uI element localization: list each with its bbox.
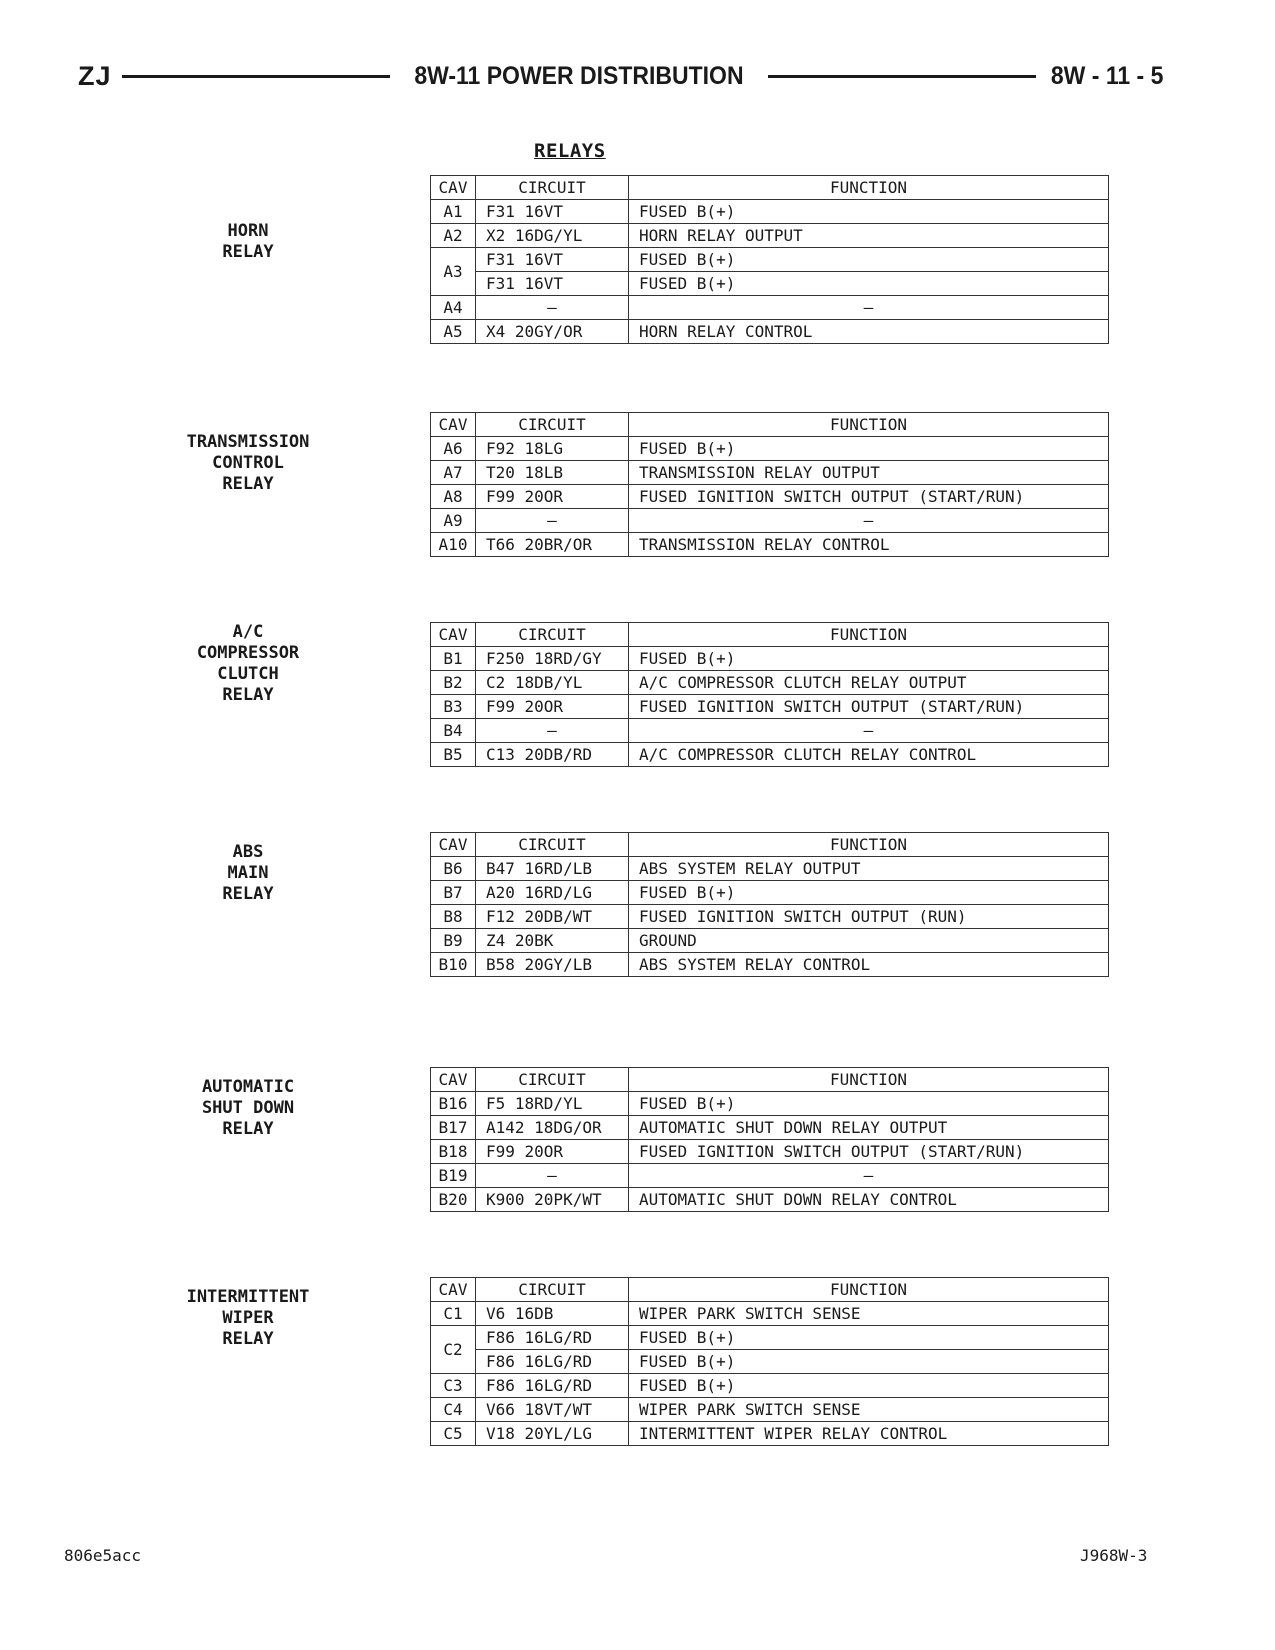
page-header <box>78 58 1168 94</box>
table-row <box>431 1116 1109 1140</box>
cav-cell: A8 <box>431 485 476 509</box>
column-header-cav: CAV <box>431 1278 476 1302</box>
table-row <box>431 1422 1109 1446</box>
table-row <box>431 647 1109 671</box>
cav-cell: B7 <box>431 881 476 905</box>
function-cell: FUSED B(+) <box>629 248 1109 272</box>
circuit-cell: F99 20OR <box>476 1140 629 1164</box>
cav-cell: A7 <box>431 461 476 485</box>
table-row <box>431 695 1109 719</box>
table-row <box>431 1398 1109 1422</box>
cav-cell: B8 <box>431 905 476 929</box>
cav-cell: B2 <box>431 671 476 695</box>
cav-cell: B18 <box>431 1140 476 1164</box>
circuit-cell: B47 16RD/LB <box>476 857 629 881</box>
relay-name-line: MAIN <box>227 863 269 883</box>
function-cell: ABS SYSTEM RELAY CONTROL <box>629 953 1109 977</box>
table-header-row <box>431 1278 1109 1302</box>
table-row <box>431 533 1109 557</box>
circuit-cell: X4 20GY/OR <box>476 320 629 344</box>
relay-name-line: WIPER <box>222 1308 274 1328</box>
circuit-cell: F92 18LG <box>476 437 629 461</box>
relay-name-line: CONTROL <box>212 453 284 473</box>
section-title: RELAYS <box>534 140 606 162</box>
function-cell: – <box>629 296 1109 320</box>
relay-name-line: A/C <box>232 622 264 642</box>
function-cell: ABS SYSTEM RELAY OUTPUT <box>629 857 1109 881</box>
relay-pin-table <box>430 622 1109 767</box>
footer-code: 806e5acc <box>64 1546 142 1565</box>
relay-name-line: AUTOMATIC <box>201 1077 295 1097</box>
table-row <box>431 461 1109 485</box>
table-row <box>431 1302 1109 1326</box>
cav-cell: B3 <box>431 695 476 719</box>
relay-pin-table <box>430 412 1109 557</box>
cav-cell: B19 <box>431 1164 476 1188</box>
model-code: ZJ <box>78 60 112 91</box>
table-row <box>431 224 1109 248</box>
cav-cell: C4 <box>431 1398 476 1422</box>
circuit-cell: V66 18VT/WT <box>476 1398 629 1422</box>
relay-name-line: CLUTCH <box>217 664 279 684</box>
relay-name-line: COMPRESSOR <box>196 643 300 663</box>
circuit-cell: F86 16LG/RD <box>476 1326 629 1350</box>
relay-name-line: RELAY <box>222 1119 274 1139</box>
column-header-circuit: CIRCUIT <box>476 413 629 437</box>
relay-pin-table <box>430 175 1109 344</box>
relay-name <box>128 1287 368 1350</box>
relay-name-line: RELAY <box>222 474 274 494</box>
header-rule-right <box>768 75 1036 78</box>
cav-cell: A6 <box>431 437 476 461</box>
function-cell: FUSED IGNITION SWITCH OUTPUT (START/RUN) <box>629 1140 1109 1164</box>
cav-cell: A5 <box>431 320 476 344</box>
table-row <box>431 1374 1109 1398</box>
function-cell: A/C COMPRESSOR CLUTCH RELAY CONTROL <box>629 743 1109 767</box>
table-row <box>431 671 1109 695</box>
table-row <box>431 743 1109 767</box>
table-row <box>431 509 1109 533</box>
circuit-cell: V6 16DB <box>476 1302 629 1326</box>
cav-cell: B9 <box>431 929 476 953</box>
column-header-cav: CAV <box>431 413 476 437</box>
cav-cell: A2 <box>431 224 476 248</box>
table-row <box>431 1326 1109 1350</box>
function-cell: FUSED B(+) <box>629 272 1109 296</box>
table-row <box>431 857 1109 881</box>
cav-cell: C5 <box>431 1422 476 1446</box>
circuit-cell: C13 20DB/RD <box>476 743 629 767</box>
function-cell: FUSED B(+) <box>629 881 1109 905</box>
circuit-cell: K900 20PK/WT <box>476 1188 629 1212</box>
relay-name-line: RELAY <box>222 1329 274 1349</box>
cav-cell: B1 <box>431 647 476 671</box>
table-row <box>431 719 1109 743</box>
circuit-cell: C2 18DB/YL <box>476 671 629 695</box>
function-cell: – <box>629 1164 1109 1188</box>
relay-name-line: INTERMITTENT <box>186 1287 310 1307</box>
relay-name-line: HORN <box>227 221 269 241</box>
function-cell: FUSED B(+) <box>629 200 1109 224</box>
cav-cell: B10 <box>431 953 476 977</box>
column-header-cav: CAV <box>431 1068 476 1092</box>
circuit-cell: A142 18DG/OR <box>476 1116 629 1140</box>
table-row <box>431 1140 1109 1164</box>
cav-cell: B16 <box>431 1092 476 1116</box>
table-row <box>431 881 1109 905</box>
circuit-cell: B58 20GY/LB <box>476 953 629 977</box>
function-cell: FUSED IGNITION SWITCH OUTPUT (START/RUN) <box>629 485 1109 509</box>
column-header-circuit: CIRCUIT <box>476 833 629 857</box>
relay-name <box>128 842 368 905</box>
relay-name <box>128 432 368 495</box>
relay-name-line: RELAY <box>222 884 274 904</box>
function-cell: HORN RELAY CONTROL <box>629 320 1109 344</box>
circuit-cell: F31 16VT <box>476 248 629 272</box>
function-cell: A/C COMPRESSOR CLUTCH RELAY OUTPUT <box>629 671 1109 695</box>
function-cell: FUSED B(+) <box>629 1092 1109 1116</box>
table-header-row <box>431 833 1109 857</box>
circuit-cell: F12 20DB/WT <box>476 905 629 929</box>
table-header-row <box>431 1068 1109 1092</box>
relay-name <box>128 221 368 263</box>
table-row <box>431 485 1109 509</box>
page-title: 8W-11 POWER DISTRIBUTION <box>414 61 744 90</box>
table-row <box>431 1092 1109 1116</box>
column-header-cav: CAV <box>431 623 476 647</box>
relay-name-line: ABS <box>232 842 264 862</box>
column-header-function: FUNCTION <box>629 176 1109 200</box>
column-header-function: FUNCTION <box>629 623 1109 647</box>
circuit-cell: A20 16RD/LG <box>476 881 629 905</box>
circuit-cell: F99 20OR <box>476 485 629 509</box>
relay-name <box>128 1077 368 1140</box>
relay-name-line: RELAY <box>222 685 274 705</box>
relay-pin-table <box>430 1277 1109 1446</box>
cav-cell: A3 <box>431 248 476 296</box>
column-header-function: FUNCTION <box>629 1278 1109 1302</box>
function-cell: FUSED IGNITION SWITCH OUTPUT (START/RUN) <box>629 695 1109 719</box>
table-row <box>431 905 1109 929</box>
circuit-cell: X2 16DG/YL <box>476 224 629 248</box>
relay-name <box>128 622 368 706</box>
header-rule-left <box>122 75 390 78</box>
circuit-cell: T66 20BR/OR <box>476 533 629 557</box>
cav-cell: B17 <box>431 1116 476 1140</box>
function-cell: GROUND <box>629 929 1109 953</box>
circuit-cell: – <box>476 1164 629 1188</box>
circuit-cell: – <box>476 296 629 320</box>
cav-cell: C2 <box>431 1326 476 1374</box>
circuit-cell: V18 20YL/LG <box>476 1422 629 1446</box>
relay-name-line: SHUT DOWN <box>201 1098 295 1118</box>
table-header-row <box>431 413 1109 437</box>
function-cell: WIPER PARK SWITCH SENSE <box>629 1398 1109 1422</box>
function-cell: FUSED IGNITION SWITCH OUTPUT (RUN) <box>629 905 1109 929</box>
function-cell: WIPER PARK SWITCH SENSE <box>629 1302 1109 1326</box>
table-row <box>431 200 1109 224</box>
function-cell: – <box>629 719 1109 743</box>
relay-name-line: TRANSMISSION <box>186 432 310 452</box>
table-row <box>431 1350 1109 1374</box>
table-row <box>431 320 1109 344</box>
relay-pin-table <box>430 832 1109 977</box>
function-cell: HORN RELAY OUTPUT <box>629 224 1109 248</box>
cav-cell: C1 <box>431 1302 476 1326</box>
circuit-cell: T20 18LB <box>476 461 629 485</box>
function-cell: FUSED B(+) <box>629 1350 1109 1374</box>
table-row <box>431 1164 1109 1188</box>
page-number: 8W - 11 - 5 <box>1050 61 1164 90</box>
cav-cell: B20 <box>431 1188 476 1212</box>
function-cell: FUSED B(+) <box>629 647 1109 671</box>
circuit-cell: F99 20OR <box>476 695 629 719</box>
relay-name-line: RELAY <box>222 242 274 262</box>
function-cell: – <box>629 509 1109 533</box>
function-cell: FUSED B(+) <box>629 437 1109 461</box>
cav-cell: A1 <box>431 200 476 224</box>
function-cell: TRANSMISSION RELAY CONTROL <box>629 533 1109 557</box>
cav-cell: A9 <box>431 509 476 533</box>
function-cell: AUTOMATIC SHUT DOWN RELAY CONTROL <box>629 1188 1109 1212</box>
circuit-cell: – <box>476 509 629 533</box>
cav-cell: A10 <box>431 533 476 557</box>
table-row <box>431 272 1109 296</box>
cav-cell: B6 <box>431 857 476 881</box>
table-row <box>431 296 1109 320</box>
function-cell: FUSED B(+) <box>629 1326 1109 1350</box>
table-row <box>431 248 1109 272</box>
column-header-circuit: CIRCUIT <box>476 176 629 200</box>
table-header-row <box>431 623 1109 647</box>
table-header-row <box>431 176 1109 200</box>
circuit-cell: – <box>476 719 629 743</box>
circuit-cell: F5 18RD/YL <box>476 1092 629 1116</box>
table-row <box>431 1188 1109 1212</box>
footer-ref: J968W-3 <box>1080 1546 1148 1565</box>
circuit-cell: F86 16LG/RD <box>476 1374 629 1398</box>
column-header-circuit: CIRCUIT <box>476 1278 629 1302</box>
circuit-cell: F31 16VT <box>476 200 629 224</box>
column-header-function: FUNCTION <box>629 833 1109 857</box>
column-header-function: FUNCTION <box>629 1068 1109 1092</box>
function-cell: INTERMITTENT WIPER RELAY CONTROL <box>629 1422 1109 1446</box>
cav-cell: C3 <box>431 1374 476 1398</box>
column-header-circuit: CIRCUIT <box>476 1068 629 1092</box>
column-header-function: FUNCTION <box>629 413 1109 437</box>
cav-cell: A4 <box>431 296 476 320</box>
circuit-cell: F250 18RD/GY <box>476 647 629 671</box>
column-header-cav: CAV <box>431 833 476 857</box>
circuit-cell: Z4 20BK <box>476 929 629 953</box>
function-cell: AUTOMATIC SHUT DOWN RELAY OUTPUT <box>629 1116 1109 1140</box>
function-cell: TRANSMISSION RELAY OUTPUT <box>629 461 1109 485</box>
cav-cell: B5 <box>431 743 476 767</box>
cav-cell: B4 <box>431 719 476 743</box>
relay-pin-table <box>430 1067 1109 1212</box>
table-row <box>431 437 1109 461</box>
circuit-cell: F31 16VT <box>476 272 629 296</box>
table-row <box>431 929 1109 953</box>
circuit-cell: F86 16LG/RD <box>476 1350 629 1374</box>
column-header-circuit: CIRCUIT <box>476 623 629 647</box>
table-row <box>431 953 1109 977</box>
function-cell: FUSED B(+) <box>629 1374 1109 1398</box>
column-header-cav: CAV <box>431 176 476 200</box>
